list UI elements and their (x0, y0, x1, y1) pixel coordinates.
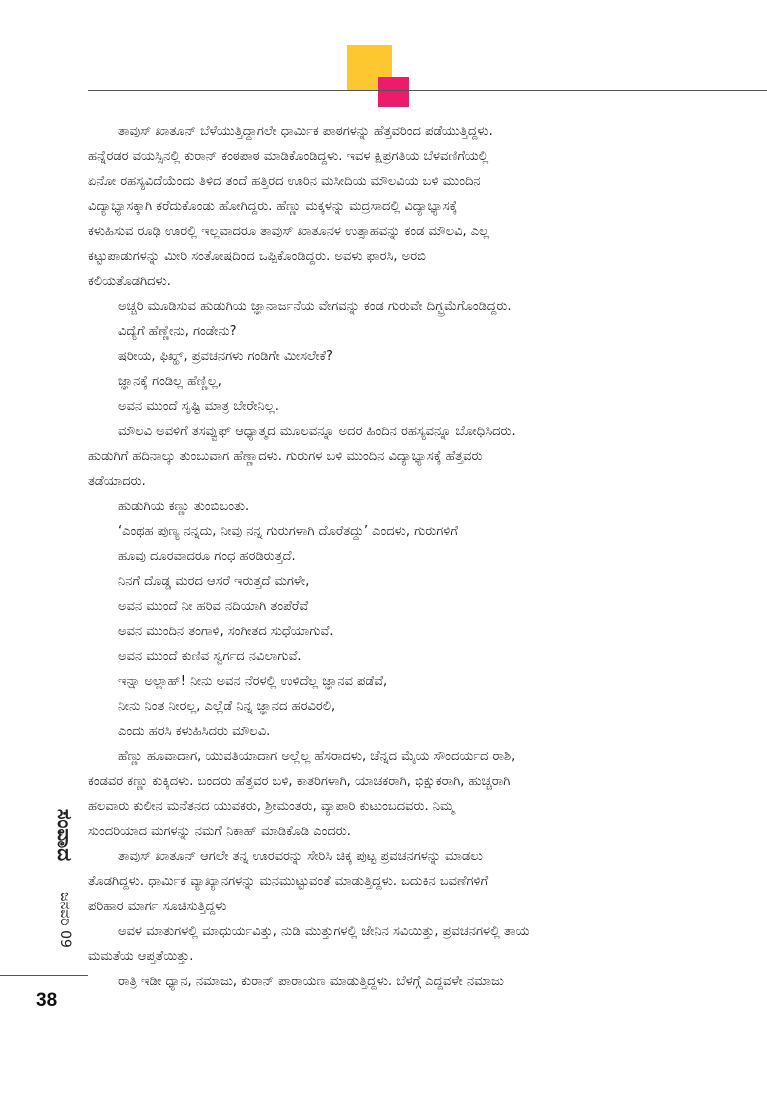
verse-line: ಇನ್ಷಾ ಅಲ್ಲಾಹ್! ನೀನು ಅವನ ನೆರಳಲ್ಲಿ ಉಳಿದೆಲ್ಲ ಜ್ಞಾನವ ಪಡೆವೆ, (118, 674, 388, 689)
article-body (88, 119, 728, 994)
paragraph-line: ತೊಡಗಿದ್ದಳು. ಧಾರ್ಮಿಕ ವ್ಯಾಖ್ಯಾನಗಳನ್ನು ಮನಮುಟ್ಟುವಂತೆ ಮಾಡುತ್ತಿದ್ದಳು. ಬದುಕಿನ ಬವಣೆಗಳಿಗೆ (88, 874, 489, 889)
header-rule (88, 90, 767, 91)
verse-line: ಅವನ ಮುಂದೆ ಕುಣಿವ ಸ್ವರ್ಗದ ನವಿಲಾಗುವೆ. (118, 649, 302, 664)
footer-rule (0, 975, 88, 976)
paragraph-line: ಅವಳ ಮಾತುಗಳಲ್ಲಿ ಮಾಧುರ್ಯವಿತ್ತು, ನುಡಿ ಮುತ್ತುಗಳಲ್ಲಿ ಜೇನಿನ ಸವಿಯಿತ್ತು, ಪ್ರವಚನಗಳಲ್ಲಿ ತಾಯ (118, 924, 530, 939)
paragraph-line: ಪರಿಹಾರ ಮಾರ್ಗ ಸೂಚಿಸುತ್ತಿದ್ದಳು (88, 899, 227, 914)
paragraph-line: ರಾತ್ರಿ ಇಡೀ ಧ್ಯಾನ, ನಮಾಜು, ಕುರಾನ್ ಪಾರಾಯಣ ಮಾಡುತ್ತಿದ್ದಳು. ಬೆಳಗ್ಗೆ ಎದ್ದವಳೇ ನಮಾಜು (118, 974, 504, 989)
paragraph-line: ಸುಂದರಿಯಾದ ಮಗಳನ್ನು ನಮಗೆ ನಿಕಾಹ್ ಮಾಡಿಕೊಡಿ ಎಂದರು. (88, 824, 351, 839)
paragraph-line: ಅಚ್ಚರಿ ಮೂಡಿಸುವ ಹುಡುಗಿಯ ಜ್ಞಾನಾರ್ಜನೆಯ ವೇಗವನ್ನು ಕಂಡ ಗುರುವೇ ದಿಗ್ಭ್ರಮೆಗೊಂಡಿದ್ದರು. (118, 299, 512, 314)
verse-line: ನಿನಗೆ ದೊಡ್ಡ ಮರದ ಆಸರೆ ಇರುತ್ತದೆ ಮಗಳೇ, (118, 574, 310, 589)
paragraph-line: ಏನೋ ರಹಸ್ಯವಿದೆಯೆಂದು ತಿಳಿದ ತಂದೆ ಹತ್ತಿರದ ಊರಿನ ಮಸೀದಿಯ ಮೌಲವಿಯ ಬಳಿ ಮುಂದಿನ (88, 174, 481, 189)
verse-line: ವಿದ್ಯೆಗೆ ಹೆಣ್ಣೇನು, ಗಂಡೇನು? (118, 324, 237, 339)
verse-line: ಅವನ ಮುಂದಿನ ತಂಗಾಳಿ, ಸಂಗೀತದ ಸುಧೆಯಾಗುವೆ. (118, 624, 334, 639)
paragraph-line: ಹುಡುಗಿಯ ಕಣ್ಣು ತುಂಬಿಬಂತು. (118, 499, 250, 514)
paragraph-line: ಹೆಣ್ಣು ಹೂವಾದಾಗ, ಯುವತಿಯಾದಾಗ ಅಲ್ಲೆಲ್ಲ ಹೆಸರಾದಳು, ಚೆನ್ನದ ಮೈಯ ಸೌಂದರ್ಯದ ರಾಶಿ, (118, 749, 516, 764)
page-number: 38 (36, 990, 58, 1011)
paragraph-line: ತಡೆಯಾದರು. (88, 474, 146, 489)
paragraph-line: ಕಟ್ಟುಪಾಡುಗಳನ್ನು ಮೀರಿ ಸಂತೋಷದಿಂದ ಒಪ್ಪಿಕೊಂಡಿದ್ದರು. ಅವಳು ಫಾರಸಿ, ಅರಬಿ (88, 249, 426, 264)
verse-line: ಅವನ ಮುಂದೆ ನೀ ಹರಿವ ನದಿಯಾಗಿ ತಂಪೆರೆವೆ (118, 599, 309, 614)
paragraph-1: ತಾವುಸ್ ಖಾತೂನ್ ಬೆಳೆಯುತ್ತಿದ್ದಾಗಲೇ ಧಾರ್ಮಿಕ ಪಾಠಗಳನ್ನು ಹೆತ್ತವರಿಂದ ಪಡೆಯುತ್ತಿದ್ದಳು. (118, 124, 493, 139)
margin-running-head (52, 790, 78, 975)
paragraph-line: ಮೌಲವಿ ಅವಳಿಗೆ ತಸವ್ವುಫ್ ಆಧ್ಯಾತ್ಮದ ಮೂಲವನ್ನೂ ಅದರ ಹಿಂದಿನ ರಹಸ್ಯವನ್ನೂ ಬೋಧಿಸಿದರು. (118, 424, 516, 439)
paragraph-line: ಕಳುಹಿಸುವ ರೂಢಿ ಊರಲ್ಲಿ ಇಲ್ಲವಾದರೂ ತಾವುಸ್ ಖಾತೂನಳ ಉತ್ಸಾಹವನ್ನು ಕಂಡ ಮೌಲವಿ, ಎಲ್ಲ (88, 224, 490, 239)
paragraph-line: ಮಮತೆಯ ಆಪ್ತತೆಯಿತ್ತು. (88, 949, 194, 964)
paragraph-line: ಕಂಡವರ ಕಣ್ಣು ಕುಕ್ಕಿದಳು. ಬಂದರು ಹೆತ್ತವರ ಬಳಿ, ಕಾತರಿಗಳಾಗಿ, ಯಾಚಕರಾಗಿ, ಭಿಕ್ಷುಕರಾಗಿ, ಹುಚ್ಚರಾಗಿ (88, 774, 511, 789)
paragraph-line: ‘ಎಂಥಹ ಪುಣ್ಯ ನನ್ನದು, ನೀವು ನನ್ನ ಗುರುಗಳಾಗಿ ದೊರೆತದ್ದು’ ಎಂದಳು, ಗುರುಗಳಿಗೆ (118, 524, 458, 539)
issue-date: ಜನವರಿ 09 (57, 892, 73, 948)
magazine-name: ಸಂವಾದ (53, 808, 77, 862)
verse-line: ಷರೀಯ, ಫಿಖ್ಹ್, ಪ್ರವಚನಗಳು ಗಂಡಿಗೇ ಮೀಸಲೇಕೆ? (118, 349, 333, 364)
header-accent-pink-square (378, 77, 409, 107)
verse-line: ಹೂವು ದೂರವಾದರೂ ಗಂಧ ಹರಡಿರುತ್ತದೆ. (118, 549, 296, 564)
paragraph-line: ತಾವುಸ್ ಖಾತೂನ್ ಆಗಲೇ ತನ್ನ ಊರವರನ್ನು ಸೇರಿಸಿ ಚಿಕ್ಕ ಪುಟ್ಟ ಪ್ರವಚನಗಳನ್ನು ಮಾಡಲು (118, 849, 483, 864)
paragraph-line: ವಿದ್ಯಾಭ್ಯಾಸಕ್ಕಾಗಿ ಕರೆದುಕೊಂಡು ಹೋಗಿದ್ದರು. ಹೆಣ್ಣು ಮಕ್ಕಳನ್ನು ಮದ್ರಸಾದಲ್ಲಿ ವಿದ್ಯಾಭ್ಯಾಸಕ್ಕೆ (88, 199, 458, 214)
paragraph-line: ಕಲಿಯತೊಡಗಿದಳು. (88, 274, 171, 289)
verse-line: ಎಂದು ಹರಸಿ ಕಳುಹಿಸಿದರು ಮೌಲವಿ. (118, 724, 271, 739)
verse-line: ನೀನು ನಿಂತ ನೀರಲ್ಲ, ಎಲ್ಲೆಡೆ ನಿನ್ನ ಜ್ಞಾನದ ಹರವಿರಲಿ, (118, 699, 336, 714)
paragraph-line: ಹುಡುಗಿಗೆ ಹದಿನಾಲ್ಕು ತುಂಬುವಾಗ ಹೆಣ್ಣಾದಳು. ಗುರುಗಳ ಬಳಿ ಮುಂದಿನ ವಿದ್ಯಾಭ್ಯಾಸಕ್ಕೆ ಹೆತ್ತವರು (88, 449, 483, 464)
verse-line: ಅವನ ಮುಂದೆ ಸೃಷ್ಟಿ ಮಾತ್ರ ಬೇರೇನಿಲ್ಲ. (118, 399, 279, 414)
verse-line: ಜ್ಞಾನಕ್ಕೆ ಗಂಡಿಲ್ಲ ಹೆಣ್ಣಿಲ್ಲ, (118, 374, 222, 389)
paragraph-line: ಹಲವಾರು ಕುಲೀನ ಮನೆತನದ ಯುವಕರು, ಶ್ರೀಮಂತರು, ವ್ಯಾಪಾರಿ ಕುಟುಂಬದವರು. ನಿಮ್ಮ (88, 799, 455, 814)
paragraph-line: ಹನ್ನೆರಡರ ವಯಸ್ಸಿನಲ್ಲಿ ಕುರಾನ್ ಕಂಠಪಾಠ ಮಾಡಿಕೊಂಡಿದ್ದಳು. ಇವಳ ಕ್ಷಿಪ್ರಗತಿಯ ಬೆಳವಣಿಗೆಯಲ್ಲಿ (88, 149, 489, 164)
